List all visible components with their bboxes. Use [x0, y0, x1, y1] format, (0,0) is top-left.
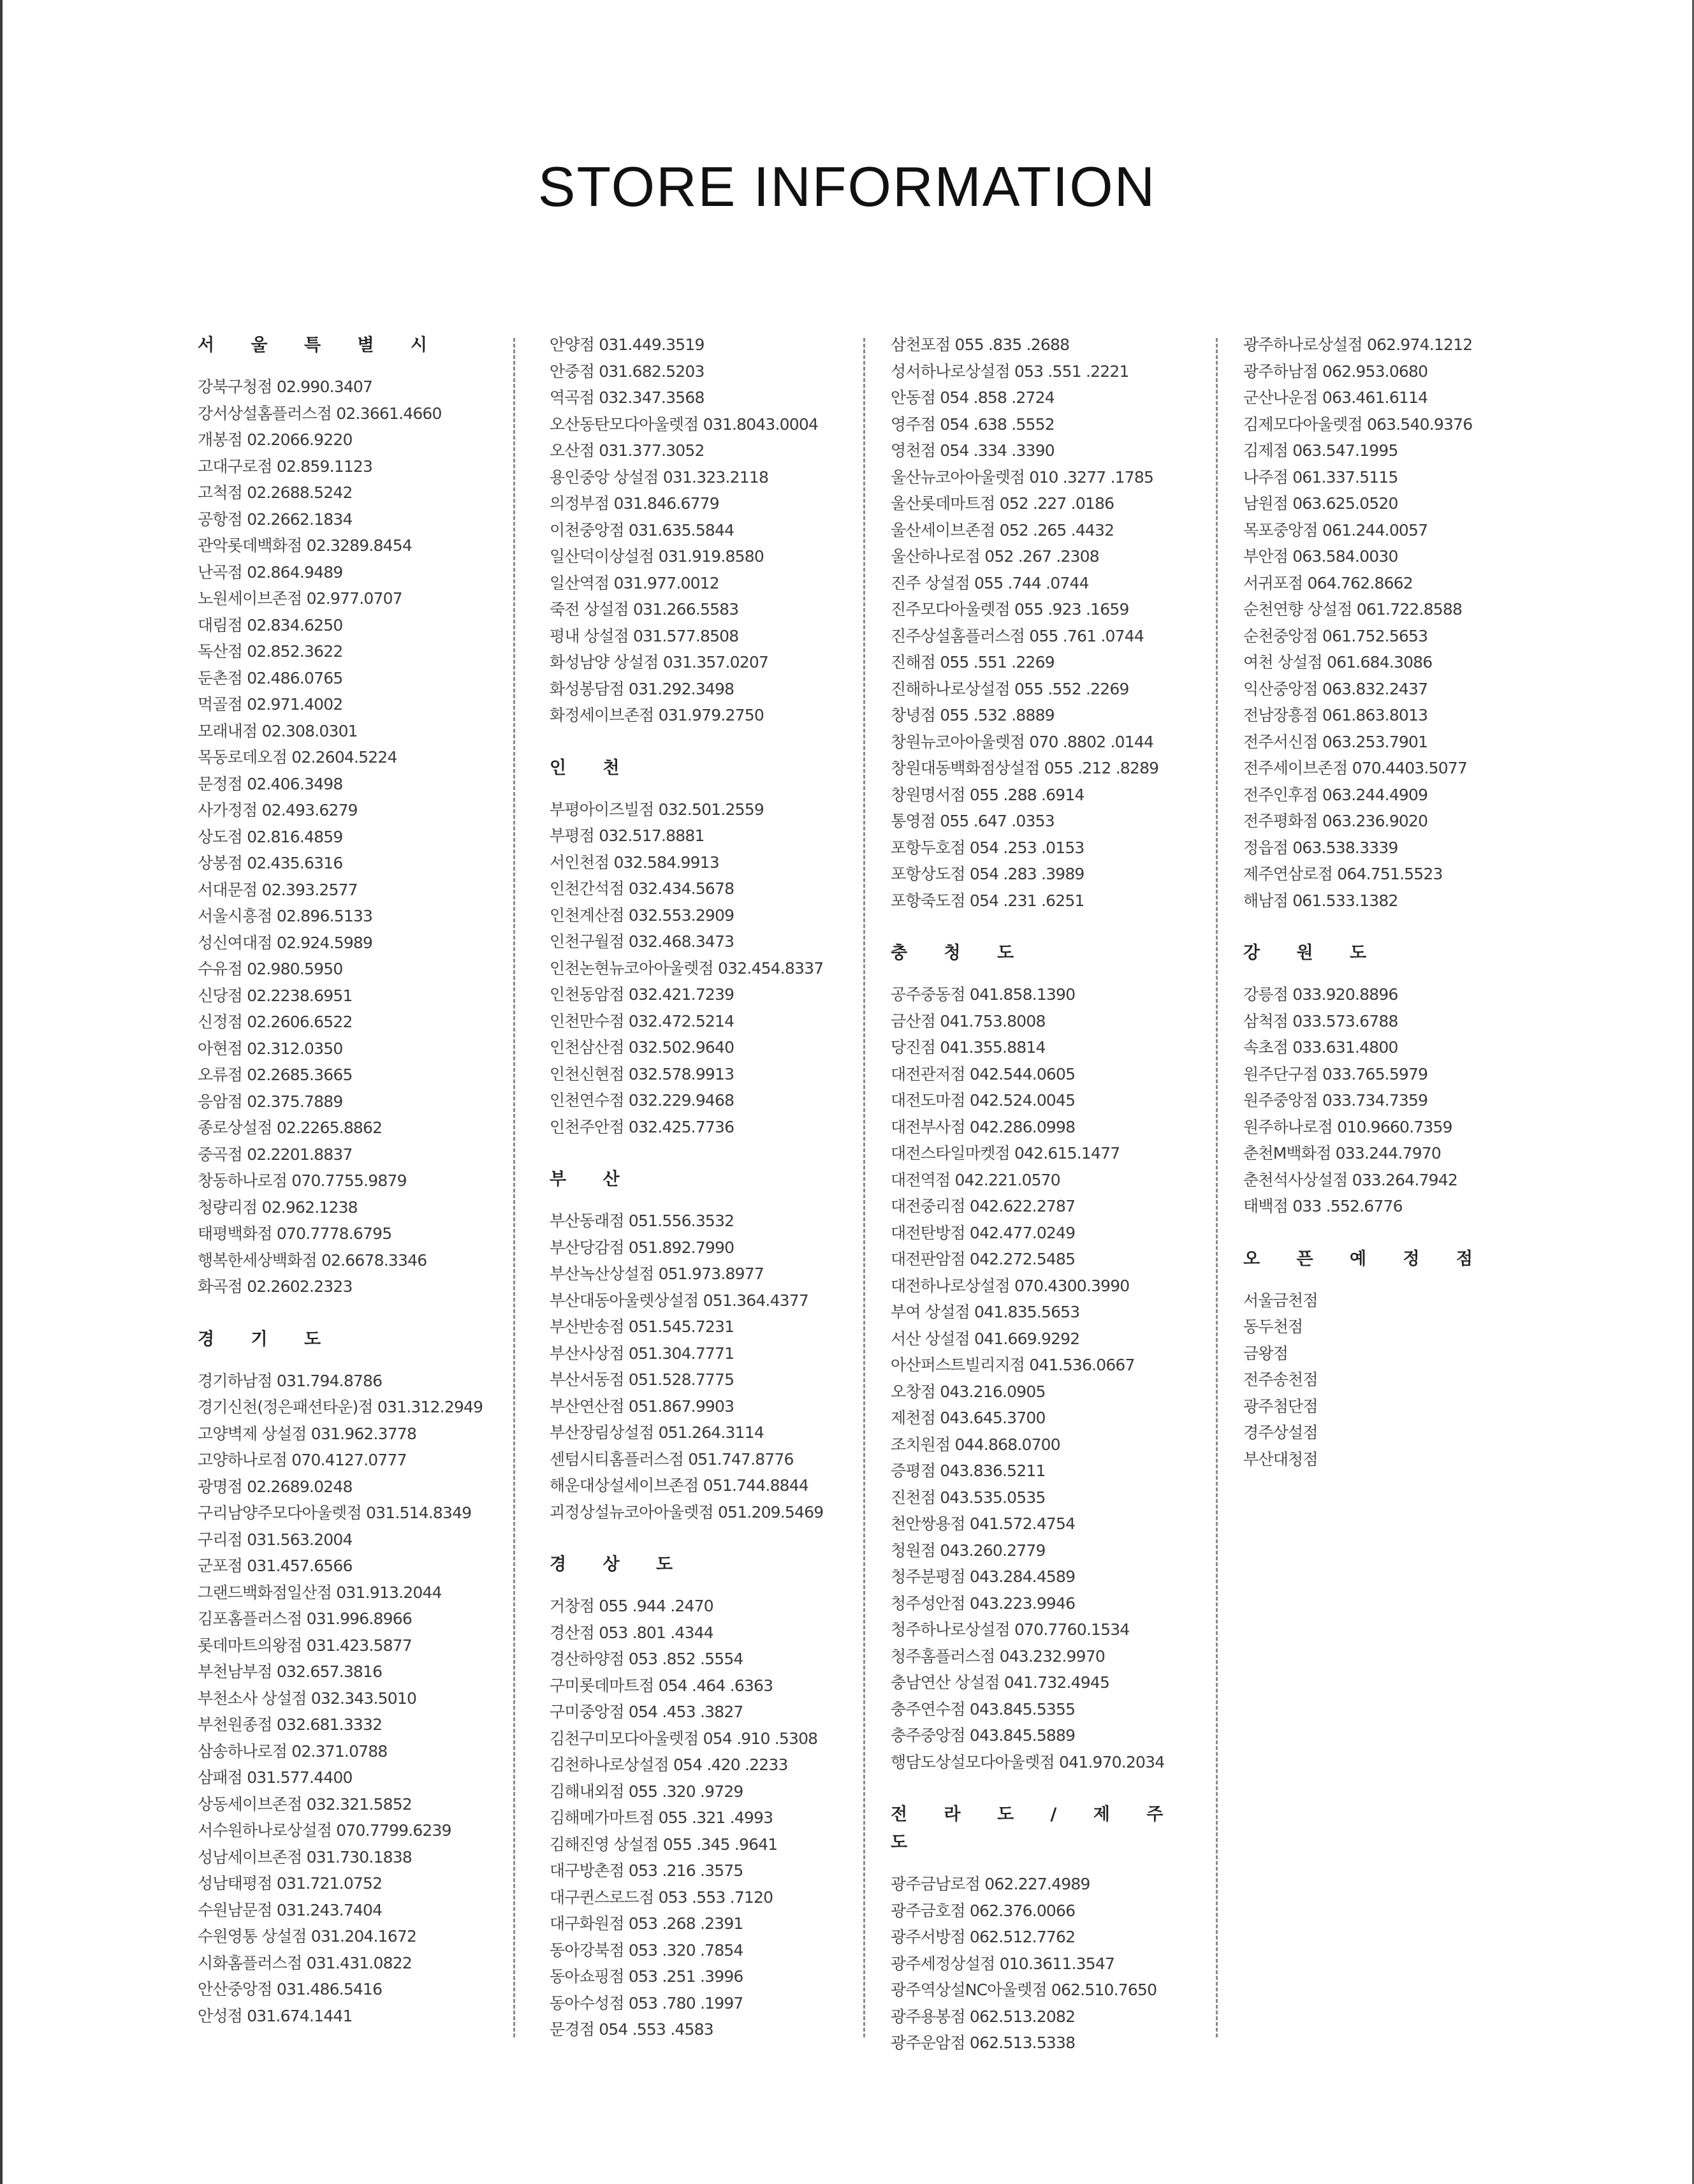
store-entry: 공주중동점 041.858.1390 — [891, 985, 1076, 1004]
store-entry: 상동세이브존점 032.321.5852 — [198, 1794, 412, 1814]
store-entry: 전주서신점 063.253.7901 — [1243, 732, 1428, 751]
store-entry: 청량리점 02.962.1238 — [198, 1198, 358, 1217]
store-entry: 일산역점 031.977.0012 — [550, 573, 719, 592]
store-entry: 인천만수점 032.472.5214 — [550, 1011, 734, 1030]
store-entry: 금산점 041.753.8008 — [891, 1011, 1046, 1030]
store-entry: 행담도상설모다아울렛점 041.970.2034 — [891, 1752, 1165, 1771]
store-entry: 인천구월점 032.468.3473 — [550, 932, 734, 951]
store-entry: 창녕점 055 .532 .8889 — [891, 706, 1055, 724]
store-entry: 통영점 055 .647 .0353 — [891, 812, 1055, 830]
store-entry: 전주송천점 — [1243, 1370, 1318, 1389]
store-entry: 대전도마점 042.524.0045 — [891, 1091, 1076, 1110]
store-entry: 인천신현점 032.578.9913 — [550, 1064, 734, 1083]
store-entry: 목포중앙점 061.244.0057 — [1243, 520, 1428, 539]
store-entry: 창원명서점 055 .288 .6914 — [891, 785, 1084, 804]
store-entry: 서울금천점 — [1243, 1291, 1318, 1310]
store-entry: 울산롯데마트점 052 .227 .0186 — [891, 494, 1114, 513]
store-entry: 천안쌍용점 041.572.4754 — [891, 1514, 1076, 1533]
store-entry: 대림점 02.834.6250 — [198, 615, 343, 634]
store-entry: 서귀포점 064.762.8662 — [1243, 573, 1413, 592]
store-entry: 대전탄방점 042.477.0249 — [891, 1223, 1076, 1242]
region-section — [1243, 332, 1575, 914]
store-entry: 안양점 031.449.3519 — [550, 335, 705, 354]
region-heading: 오 픈 예 정 점 — [1243, 1249, 1489, 1269]
store-entry: 부천소사 상설점 032.343.5010 — [198, 1689, 417, 1708]
store-entry: 독산점 02.852.3622 — [198, 642, 343, 661]
store-entry: 수원영통 상설점 031.204.1672 — [198, 1927, 417, 1946]
store-entry: 진주상설홈플러스점 055 .761 .0744 — [891, 626, 1144, 645]
store-entry: 동아강북점 053 .320 .7854 — [550, 1940, 743, 1960]
store-entry: 응암점 02.375.7889 — [198, 1092, 343, 1111]
store-entry: 동아수성점 053 .780 .1997 — [550, 1993, 743, 2012]
store-entry: 성남세이브존점 031.730.1838 — [198, 1847, 412, 1866]
store-entry: 충주중앙점 043.845.5889 — [891, 1726, 1076, 1745]
store-entry: 경기신천(정은패션타운)점 031.312.2949 — [198, 1398, 483, 1416]
store-entry: 군산나운점 063.461.6114 — [1243, 388, 1428, 407]
store-entry: 죽전 상설점 031.266.5583 — [550, 600, 739, 619]
store-entry: 안중점 031.682.5203 — [550, 362, 705, 381]
store-entry: 대구화원점 053 .268 .2391 — [550, 1914, 743, 1933]
store-entry: 대구퀸스로드점 053 .553 .7120 — [550, 1887, 773, 1907]
store-entry: 거창점 055 .944 .2470 — [550, 1597, 713, 1615]
region-section — [198, 332, 529, 1300]
store-entry: 오류점 02.2685.3665 — [198, 1066, 353, 1084]
region-heading: 충 청 도 — [891, 943, 1030, 963]
store-entry: 김해메가마트점 055 .321 .4993 — [550, 1808, 773, 1827]
store-entry: 영주점 054 .638 .5552 — [891, 414, 1055, 434]
store-column-3 — [891, 332, 1222, 2082]
store-entry: 태백점 033 .552.6776 — [1243, 1197, 1403, 1215]
store-entry: 부산반송점 051.545.7231 — [550, 1317, 734, 1336]
region-heading: 인 천 — [550, 758, 635, 778]
store-entry: 창원뉴코아아울렛점 070 .8802 .0144 — [891, 732, 1154, 751]
store-entry: 서산 상설점 041.669.9292 — [891, 1329, 1080, 1348]
store-entry: 충남연산 상설점 041.732.4945 — [891, 1673, 1110, 1692]
store-entry: 구미롯데마트점 054 .464 .6363 — [550, 1676, 773, 1695]
store-entry: 평내 상설점 031.577.8508 — [550, 626, 739, 645]
store-entry: 당진점 041.355.8814 — [891, 1038, 1046, 1057]
store-entry: 아산퍼스트빌리지점 041.536.0667 — [891, 1356, 1135, 1374]
store-entry: 진천점 043.535.0535 — [891, 1488, 1046, 1507]
store-entry: 부산대동아울렛상설점 051.364.4377 — [550, 1291, 808, 1310]
store-column-4 — [1243, 332, 1575, 1498]
region-section — [891, 1801, 1222, 2056]
store-entry: 태평백화점 070.7778.6795 — [198, 1224, 392, 1243]
store-entry: 난곡점 02.864.9489 — [198, 562, 343, 582]
store-entry: 부산녹산상설점 051.973.8977 — [550, 1264, 764, 1283]
region-section — [550, 1551, 881, 2043]
store-entry: 서수원하나로상설점 070.7799.6239 — [198, 1821, 451, 1840]
store-entry: 군포점 031.457.6566 — [198, 1557, 353, 1575]
store-entry: 오창점 043.216.0905 — [891, 1382, 1046, 1401]
store-entry: 김천하나로상설점 054 .420 .2233 — [550, 1755, 788, 1774]
region-heading: 강 원 도 — [1243, 943, 1382, 963]
store-entry: 부산연산점 051.867.9903 — [550, 1396, 734, 1416]
store-entry: 시화홈플러스점 031.431.0822 — [198, 1953, 412, 1972]
region-section — [891, 332, 1222, 914]
store-entry: 춘천석사상설점 033.264.7942 — [1243, 1170, 1457, 1189]
store-entry: 성서하나로상설점 053 .551 .2221 — [891, 362, 1129, 381]
store-entry: 부산동래점 051.556.3532 — [550, 1212, 734, 1230]
store-entry: 부산장림상설점 051.264.3114 — [550, 1423, 764, 1442]
store-entry: 포항상도점 054 .283 .3989 — [891, 865, 1084, 883]
store-entry: 여천 상설점 061.684.3086 — [1243, 653, 1433, 671]
store-entry: 부천원종점 032.681.3332 — [198, 1715, 383, 1734]
store-entry: 아현점 02.312.0350 — [198, 1039, 343, 1058]
store-entry: 역곡점 032.347.3568 — [550, 388, 705, 407]
store-entry: 인천논현뉴코아아울렛점 032.454.8337 — [550, 958, 824, 978]
region-heading: 경 상 도 — [550, 1555, 689, 1574]
store-entry: 중곡점 02.2201.8837 — [198, 1145, 353, 1164]
store-entry: 대전관저점 042.544.0605 — [891, 1064, 1076, 1083]
store-entry: 화곡점 02.2602.2323 — [198, 1277, 353, 1296]
store-entry: 인천삼산점 032.502.9640 — [550, 1038, 734, 1057]
store-entry: 괴정상설뉴코아아울렛점 051.209.5469 — [550, 1502, 824, 1521]
store-entry: 안동점 054 .858 .2724 — [891, 388, 1055, 407]
store-entry: 고양벽제 상설점 031.962.3778 — [198, 1424, 417, 1443]
store-entry: 청주하나로상설점 070.7760.1534 — [891, 1620, 1130, 1639]
store-entry: 화정세이브존점 031.979.2750 — [550, 706, 764, 724]
store-entry: 서울시흥점 02.896.5133 — [198, 907, 373, 925]
store-entry: 광주금남로점 062.227.4989 — [891, 1875, 1090, 1893]
store-entry: 수원남문점 031.243.7404 — [198, 1900, 383, 1919]
store-entry: 먹골점 02.971.4002 — [198, 695, 343, 714]
store-entry: 모래내점 02.308.0301 — [198, 721, 358, 740]
region-heading: 서 울 특 별 시 — [198, 335, 443, 355]
store-entry: 나주점 061.337.5115 — [1243, 467, 1398, 487]
region-section — [1243, 939, 1575, 1220]
store-entry: 구리남양주모다아울렛점 031.514.8349 — [198, 1504, 472, 1522]
store-entry: 광주첨단점 — [1243, 1396, 1318, 1416]
store-entry: 종로상설점 02.2265.8862 — [198, 1118, 383, 1137]
store-entry: 그랜드백화점일산점 031.913.2044 — [198, 1583, 442, 1602]
store-entry: 구리점 031.563.2004 — [198, 1530, 353, 1549]
store-entry: 울산세이브존점 052 .265 .4432 — [891, 520, 1114, 539]
store-entry: 청주성안점 043.223.9946 — [891, 1594, 1076, 1613]
store-entry: 부산사상점 051.304.7771 — [550, 1344, 734, 1363]
store-entry: 삼송하나로점 02.371.0788 — [198, 1741, 388, 1761]
store-entry: 구미중앙점 054 .453 .3827 — [550, 1703, 743, 1721]
store-entry: 강북구청점 02.990.3407 — [198, 377, 373, 396]
store-entry: 포항죽도점 054 .231 .6251 — [891, 891, 1084, 910]
store-entry: 속초점 033.631.4800 — [1243, 1038, 1398, 1057]
store-entry: 부산대청점 — [1243, 1449, 1318, 1469]
store-column-1 — [198, 332, 529, 2055]
region-heading: 전 라 도 / 제 주 도 — [891, 1805, 1179, 1852]
store-entry: 성남태평점 031.721.0752 — [198, 1874, 383, 1893]
store-column-2 — [550, 332, 881, 2069]
store-entry: 순천중앙점 061.752.5653 — [1243, 626, 1428, 645]
region-section — [550, 332, 881, 729]
store-entry: 서인천점 032.584.9913 — [550, 853, 719, 872]
store-entry: 익산중앙점 063.832.2437 — [1243, 679, 1428, 698]
store-entry: 목동로데오점 02.2604.5224 — [198, 748, 397, 766]
store-entry: 청주홈플러스점 043.232.9970 — [891, 1646, 1105, 1666]
store-entry: 수유점 02.980.5950 — [198, 960, 343, 978]
store-entry: 인천주안점 032.425.7736 — [550, 1117, 734, 1136]
store-entry: 광주세정상설점 010.3611.3547 — [891, 1954, 1115, 1973]
store-entry: 센텀시티홈플러스점 051.747.8776 — [550, 1449, 794, 1469]
store-entry: 전남장흥점 061.863.8013 — [1243, 706, 1428, 724]
store-entry: 강릉점 033.920.8896 — [1243, 985, 1398, 1004]
store-entry: 문경점 054 .553 .4583 — [550, 2020, 713, 2039]
store-entry: 상봉점 02.435.6316 — [198, 854, 343, 872]
store-entry: 화성남양 상설점 031.357.0207 — [550, 653, 769, 671]
store-entry: 인천간석점 032.434.5678 — [550, 879, 734, 898]
store-entry: 고양하나로점 070.4127.0777 — [198, 1451, 407, 1469]
store-entry: 서대문점 02.393.2577 — [198, 880, 358, 899]
store-entry: 부여 상설점 041.835.5653 — [891, 1303, 1080, 1321]
store-entry: 신정점 02.2606.6522 — [198, 1013, 353, 1031]
store-entry: 광주운암점 062.513.5338 — [891, 2034, 1076, 2052]
store-entry: 둔촌점 02.486.0765 — [198, 668, 343, 687]
store-entry: 성신여대점 02.924.5989 — [198, 933, 373, 952]
store-entry: 의정부점 031.846.6779 — [550, 494, 719, 513]
store-entry: 경주상설점 — [1243, 1423, 1318, 1442]
store-entry: 고대구로점 02.859.1123 — [198, 457, 373, 476]
store-entry: 신당점 02.2238.6951 — [198, 986, 353, 1005]
store-entry: 진해하나로상설점 055 .552 .2269 — [891, 679, 1129, 698]
store-entry: 광주용봉점 062.513.2082 — [891, 2007, 1076, 2026]
store-entry: 제주연삼로점 064.751.5523 — [1243, 865, 1443, 883]
store-entry: 삼천포점 055 .835 .2688 — [891, 335, 1070, 354]
store-entry: 광주금호점 062.376.0066 — [891, 1901, 1076, 1920]
store-entry: 전주평화점 063.236.9020 — [1243, 812, 1428, 830]
store-entry: 오산점 031.377.3052 — [550, 441, 705, 460]
region-heading: 경 기 도 — [198, 1329, 337, 1349]
store-entry: 경산점 053 .801 .4344 — [550, 1623, 713, 1642]
store-entry: 전주인후점 063.244.4909 — [1243, 785, 1428, 804]
store-entry: 조치원점 044.868.0700 — [891, 1435, 1060, 1454]
store-entry: 강서상설홈플러스점 02.3661.4660 — [198, 404, 442, 423]
store-entry: 대전하나로상설점 070.4300.3990 — [891, 1276, 1130, 1295]
store-entry: 남원점 063.625.0520 — [1243, 494, 1398, 513]
store-entry: 증평점 043.836.5211 — [891, 1462, 1046, 1480]
store-entry: 광주역상설NC아울렛점 062.510.7650 — [891, 1981, 1157, 1999]
store-entry: 제천점 043.645.3700 — [891, 1409, 1046, 1427]
store-entry: 포항두호점 054 .253 .0153 — [891, 838, 1084, 857]
store-entry: 울산뉴코아아울렛점 010 .3277 .1785 — [891, 467, 1154, 487]
store-entry: 관악롯데백화점 02.3289.8454 — [198, 536, 412, 555]
store-entry: 화성봉담점 031.292.3498 — [550, 679, 734, 698]
store-entry: 진해점 055 .551 .2269 — [891, 653, 1055, 671]
store-entry: 노원세이브존점 02.977.0707 — [198, 589, 402, 608]
region-section — [550, 1166, 881, 1525]
store-entry: 광명점 02.2689.0248 — [198, 1477, 353, 1496]
store-entry: 청주분평점 043.284.4589 — [891, 1567, 1076, 1586]
page-edge-left — [0, 0, 3, 2184]
store-entry: 해남점 061.533.1382 — [1243, 891, 1398, 910]
region-section — [891, 939, 1222, 1775]
store-entry: 삼패점 031.577.4400 — [198, 1768, 353, 1787]
store-entry: 안산중앙점 031.486.5416 — [198, 1980, 383, 1998]
store-entry: 부산서동점 051.528.7775 — [550, 1370, 734, 1389]
store-entry: 영천점 054 .334 .3390 — [891, 441, 1055, 460]
store-entry: 김제점 063.547.1995 — [1243, 441, 1398, 460]
region-section — [198, 1326, 529, 2030]
region-section — [550, 754, 881, 1141]
store-entry: 대구방촌점 053 .216 .3575 — [550, 1861, 743, 1880]
store-entry: 김제모다아울렛점 063.540.9376 — [1243, 414, 1473, 434]
store-entry: 원주하나로점 010.9660.7359 — [1243, 1117, 1452, 1136]
store-entry: 김해내외점 055 .320 .9729 — [550, 1782, 743, 1801]
store-entry: 해운대상설세이브존점 051.744.8844 — [550, 1476, 808, 1495]
store-entry: 행복한세상백화점 02.6678.3346 — [198, 1250, 427, 1270]
store-entry: 정읍점 063.538.3339 — [1243, 838, 1398, 857]
store-entry: 인천동암점 032.421.7239 — [550, 985, 734, 1004]
store-entry: 대전스타일마켓점 042.615.1477 — [891, 1144, 1120, 1162]
store-entry: 인천계산점 032.553.2909 — [550, 905, 734, 925]
store-entry: 부산당감점 051.892.7990 — [550, 1238, 734, 1257]
store-entry: 경산하양점 053 .852 .5554 — [550, 1650, 743, 1668]
store-entry: 금왕점 — [1243, 1344, 1289, 1363]
store-entry: 이천중앙점 031.635.5844 — [550, 520, 734, 539]
store-entry: 광주하남점 062.953.0680 — [1243, 362, 1428, 381]
store-entry: 전주세이브존점 070.4403.5077 — [1243, 759, 1468, 777]
store-entry: 경기하남점 031.794.8786 — [198, 1371, 383, 1390]
store-entry: 롯데마트의왕점 031.423.5877 — [198, 1636, 412, 1655]
store-entry: 청원점 043.260.2779 — [891, 1541, 1046, 1560]
store-entry: 대전역점 042.221.0570 — [891, 1170, 1060, 1189]
store-entry: 부평아이즈빌점 032.501.2559 — [550, 800, 764, 819]
store-entry: 원주단구점 033.765.5979 — [1243, 1064, 1428, 1083]
store-entry: 공항점 02.2662.1834 — [198, 509, 353, 529]
store-entry: 창동하나로점 070.7755.9879 — [198, 1171, 407, 1190]
store-entry: 동아쇼핑점 053 .251 .3996 — [550, 1967, 743, 1986]
store-entry: 김천구미모다아울렛점 054 .910 .5308 — [550, 1729, 818, 1748]
store-entry: 개봉점 02.2066.9220 — [198, 430, 353, 449]
store-entry: 김포홈플러스점 031.996.8966 — [198, 1609, 412, 1628]
store-entry: 용인중앙 상설점 031.323.2118 — [550, 467, 769, 487]
store-entry: 동두천점 — [1243, 1317, 1303, 1336]
store-entry: 대전판암점 042.272.5485 — [891, 1250, 1076, 1268]
store-entry: 순천연향 상설점 061.722.8588 — [1243, 600, 1463, 619]
store-entry: 부천남부점 032.657.3816 — [198, 1662, 383, 1681]
store-entry: 김해진영 상설점 055 .345 .9641 — [550, 1835, 778, 1854]
store-entry: 부안점 063.584.0030 — [1243, 547, 1398, 566]
store-entry: 일산덕이상설점 031.919.8580 — [550, 547, 764, 566]
store-entry: 삼척점 033.573.6788 — [1243, 1011, 1398, 1030]
store-entry: 부평점 032.517.8881 — [550, 826, 705, 845]
region-heading: 부 산 — [550, 1169, 635, 1189]
store-entry: 인천연수점 032.229.9468 — [550, 1091, 734, 1110]
page-title: STORE INFORMATION — [537, 155, 1157, 218]
store-entry: 상도점 02.816.4859 — [198, 827, 343, 846]
store-entry: 진주모다아울렛점 055 .923 .1659 — [891, 600, 1129, 619]
store-entry: 창원대동백화점상설점 055 .212 .8289 — [891, 759, 1159, 777]
store-entry: 진주 상설점 055 .744 .0744 — [891, 573, 1089, 592]
store-entry: 춘천M백화점 033.244.7970 — [1243, 1144, 1442, 1162]
store-entry: 광주서방점 062.512.7762 — [891, 1928, 1076, 1946]
store-entry: 원주중앙점 033.734.7359 — [1243, 1091, 1428, 1110]
store-entry: 울산하나로점 052 .267 .2308 — [891, 547, 1099, 566]
store-entry: 사가정점 02.493.6279 — [198, 801, 358, 819]
store-entry: 고척점 02.2688.5242 — [198, 483, 353, 502]
store-entry: 오산동탄모다아울렛점 031.8043.0004 — [550, 414, 819, 434]
store-entry: 대전중리점 042.622.2787 — [891, 1197, 1076, 1215]
region-section — [1243, 1245, 1575, 1473]
store-entry: 광주하나로상설점 062.974.1212 — [1243, 335, 1473, 354]
store-entry: 충주연수점 043.845.5355 — [891, 1699, 1076, 1719]
store-entry: 안성점 031.674.1441 — [198, 2006, 353, 2025]
store-entry: 문정점 02.406.3498 — [198, 774, 343, 793]
store-entry: 대전부사점 042.286.0998 — [891, 1117, 1076, 1136]
